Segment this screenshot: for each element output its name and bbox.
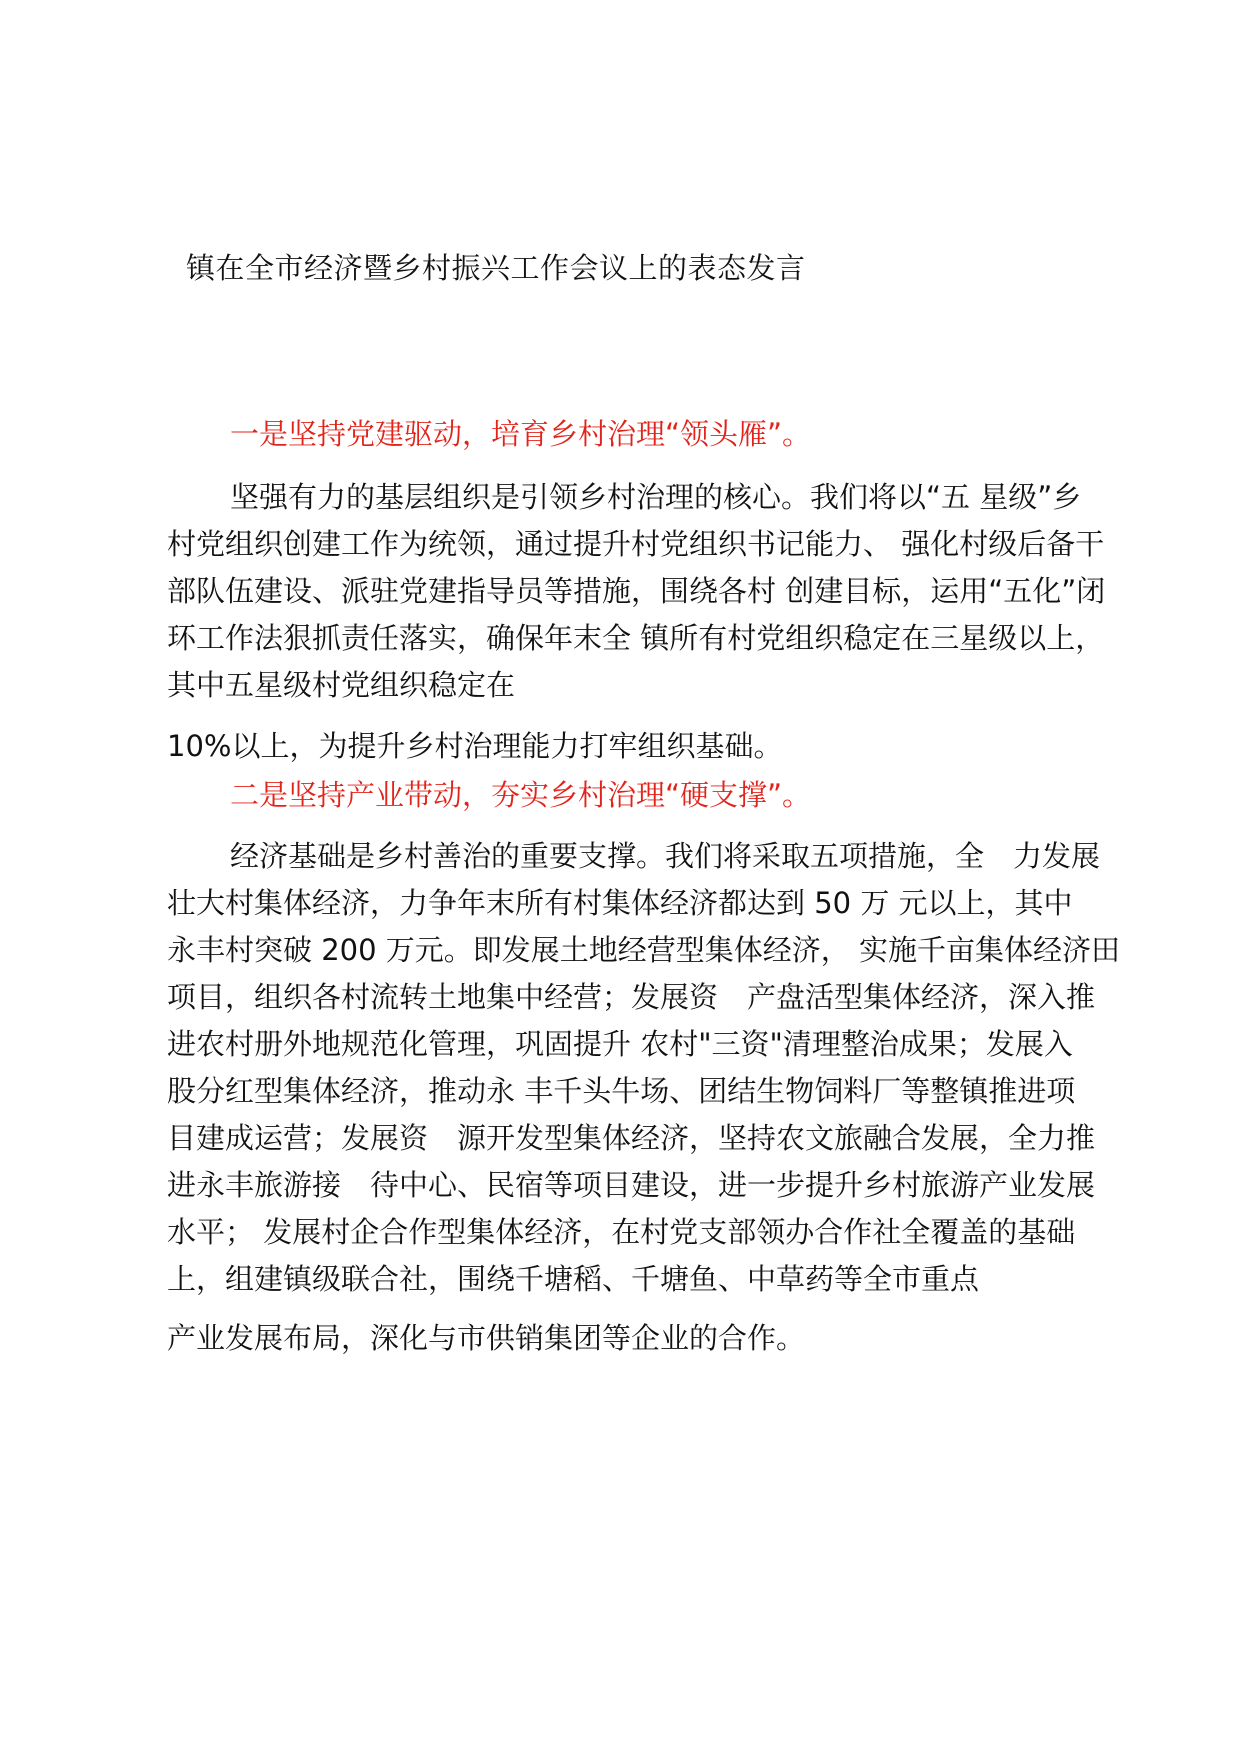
- paragraph-line: 10%以上，为提升乡村治理能力打牢组织基础。: [167, 729, 783, 763]
- paragraph-line: 其中五星级村党组织稳定在: [167, 668, 516, 702]
- paragraph-line: 部队伍建设、派驻党建指导员等措施，围绕各村 创建目标，运用“五化”闭: [167, 574, 1106, 608]
- paragraph-line: 上，组建镇级联合社，围绕千塘稻、千塘鱼、中草药等全市重点: [167, 1262, 980, 1296]
- document-title: 镇在全市经济暨乡村振兴工作会议上的表态发言: [186, 251, 806, 285]
- paragraph-line: 村党组织创建工作为统领，通过提升村党组织书记能力、 强化村级后备干: [167, 527, 1105, 561]
- paragraph-line: 水平； 发展村企合作型集体经济，在村党支部领办合作社全覆盖的基础: [167, 1215, 1076, 1249]
- paragraph-line: 股分红型集体经济，推动永 丰千头牛场、团结生物饲料厂等整镇推进项: [167, 1074, 1076, 1108]
- paragraph-line: 产业发展布局，深化与市供销集团等企业的合作。: [167, 1321, 806, 1355]
- section-1-heading: 一是坚持党建驱动，培育乡村治理“领头雁”。: [230, 417, 812, 451]
- paragraph-line: 进永丰旅游接 待中心、民宿等项目建设，进一步提升乡村旅游产业发展: [167, 1168, 1096, 1202]
- paragraph-line: 坚强有力的基层组织是引领乡村治理的核心。我们将以“五 星级”乡: [230, 480, 1082, 514]
- paragraph-line: 壮大村集体经济，力争年末所有村集体经济都达到 50 万 元以上，其中: [167, 886, 1073, 920]
- paragraph-line: 项目，组织各村流转土地集中经营；发展资 产盘活型集体经济，深入推: [167, 980, 1096, 1014]
- paragraph-line: 进农村册外地规范化管理，巩固提升 农村"三资"清理整治成果；发展入: [167, 1027, 1073, 1061]
- paragraph-line: 永丰村突破 200 万元。即发展土地经营型集体经济， 实施千亩集体经济田: [167, 933, 1121, 967]
- section-2-heading: 二是坚持产业带动，夯实乡村治理“硬支撑”。: [230, 778, 812, 812]
- paragraph-line: 环工作法狠抓责任落实，确保年末全 镇所有村党组织稳定在三星级以上，: [167, 621, 1105, 655]
- paragraph-line: 目建成运营；发展资 源开发型集体经济，坚持农文旅融合发展，全力推: [167, 1121, 1096, 1155]
- paragraph-line: 经济基础是乡村善治的重要支撑。我们将采取五项措施，全 力发展: [230, 839, 1101, 873]
